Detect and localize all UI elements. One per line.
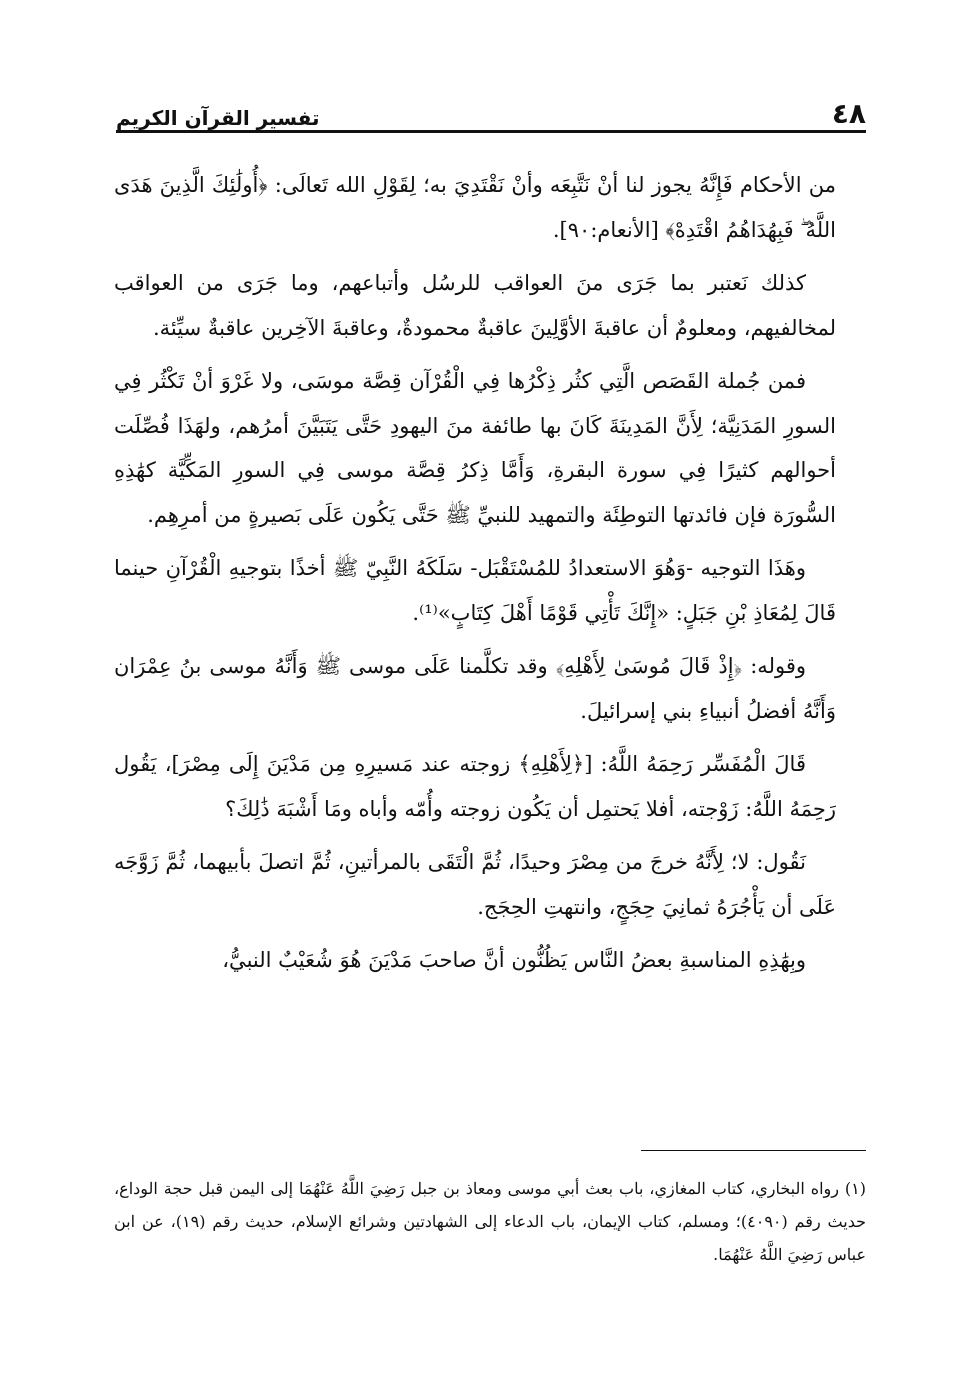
running-title: تفسير القرآن الكريم: [116, 106, 320, 130]
paragraph: وهَذَا التوجيه -وَهُوَ الاستعدادُ للمُسْتَقْبَل- سَلَكَهُ النَّبِيّ ﷺ أخذًا بتوجيهِ الْقُرْآنِ حينما قَالَ لِمُعَاذِ بْنِ جَبَلٍ: «إِنَّكَ تَأْتِي قَوْمًا أَهْلَ كِتَابٍ»⁽¹⁾.: [114, 556, 836, 625]
paragraph: كذلك نَعتبر بما جَرَى منَ العواقب للرسُل وأتباعهم، وما جَرَى من العواقب لمخالفيهم، ومعلومٌ أن عاقبةَ الأوَّلِينَ عاقبةٌ محمودةٌ، وعاقبةَ الآخِرين عاقبةٌ سيِّئة.: [114, 271, 836, 340]
paragraph: وبِهَٰذِهِ المناسبةِ بعضُ النَّاس يَظُنُّون أنَّ صاحبَ مَدْيَنَ هُوَ شُعَيْبٌ النبيُّ،: [222, 948, 806, 972]
footnote-separator: [641, 1150, 866, 1151]
page-number: ٤٨: [831, 97, 866, 130]
body-text: [114, 163, 836, 992]
paragraph: وقوله: ﴿إِذْ قَالَ مُوسَىٰ لِأَهْلِهِ﴾ وقد تكلَّمنا عَلَى موسى ﷺ وَأَنَّهُ موسى بنُ عِمْرَان وَأَنَّهُ أفضلُ أنبياءِ بني إسرائيلَ.: [114, 654, 836, 723]
paragraph: قَالَ الْمُفَسِّر رَحِمَهُ اللَّهُ: [﴿لِأَهْلِهِ﴾ زوجته عند مَسيرِهِ مِن مَدْيَنَ إِلَى مِصْرَ]، يَقُول رَحِمَهُ اللَّهُ: زَوْجته، أفلا يَحتمِل أن يَكُون زوجته وأُمّه وأباه ومَا أَشْبَهَ ذَٰلِكَ؟: [114, 752, 836, 821]
footnote: (١) رواه البخاري، كتاب المغازي، باب بعث أبي موسى ومعاذ بن جبل رَضِيَ اللَّهُ عَنْهُمَا إلى اليمن قبل حجة الوداع، حديث رقم (٤٠٩٠)؛ ومسلم، كتاب الإيمان، باب الدعاء إلى الشهادتين وشرائع الإسلام، حديث رقم (١٩)، عن ابن عباس رَضِيَ اللَّهُ عَنْهُمَا.: [114, 1179, 867, 1264]
page-header: [116, 86, 866, 128]
paragraph: نَقُول: لا؛ لِأَنَّهُ خرجَ من مِصْرَ وحيدًا، ثُمَّ الْتَقَى بالمرأتينِ، ثُمَّ اتصلَ بأبيهما، ثُمَّ زَوَّجَه عَلَى أن يَأْجُرَهُ ثمانِيَ حِجَجٍ، وانتهتِ الحِجَج.: [114, 850, 836, 919]
header-rule: [116, 130, 866, 133]
footnotes: [114, 1172, 866, 1271]
paragraph: فمن جُملة القَصَص الَّتِي كثُر ذِكْرُها فِي الْقُرْآن قِصَّة موسَى، ولا غَرْوَ أنْ تَكْثُر فِي السورِ المَدَنِيَّة؛ لِأَنَّ المَدِينَةَ كَانَ بها طائفة منَ اليهودِ حَتَّى يَتَبَيَّنَ أمرُهم، ولهَذَا فُصِّلَت أحوالهم كثيرًا فِي سورة البقرةِ، وَأَمَّا ذِكرُ قِصَّة موسى فِي السورِ المَكِّيَّة كهَٰذِهِ السُّورَة فإن فائدتها التوطِئَة والتمهيد للنبيِّ ﷺ حَتَّى يَكُون عَلَى بَصيرةٍ من أمرِهِم.: [114, 369, 836, 527]
paragraph: من الأحكام فَإِنَّهُ يجوز لنا أنْ نَتَّبِعَه وأنْ نَقْتَدِيَ به؛ لِقَوْلِ الله تَعالَى: ﴿أُولَٰئِكَ الَّذِينَ هَدَى اللَّهُ ۖ فَبِهُدَاهُمُ اقْتَدِهْ﴾ [الأنعام:٩٠].: [114, 173, 836, 242]
